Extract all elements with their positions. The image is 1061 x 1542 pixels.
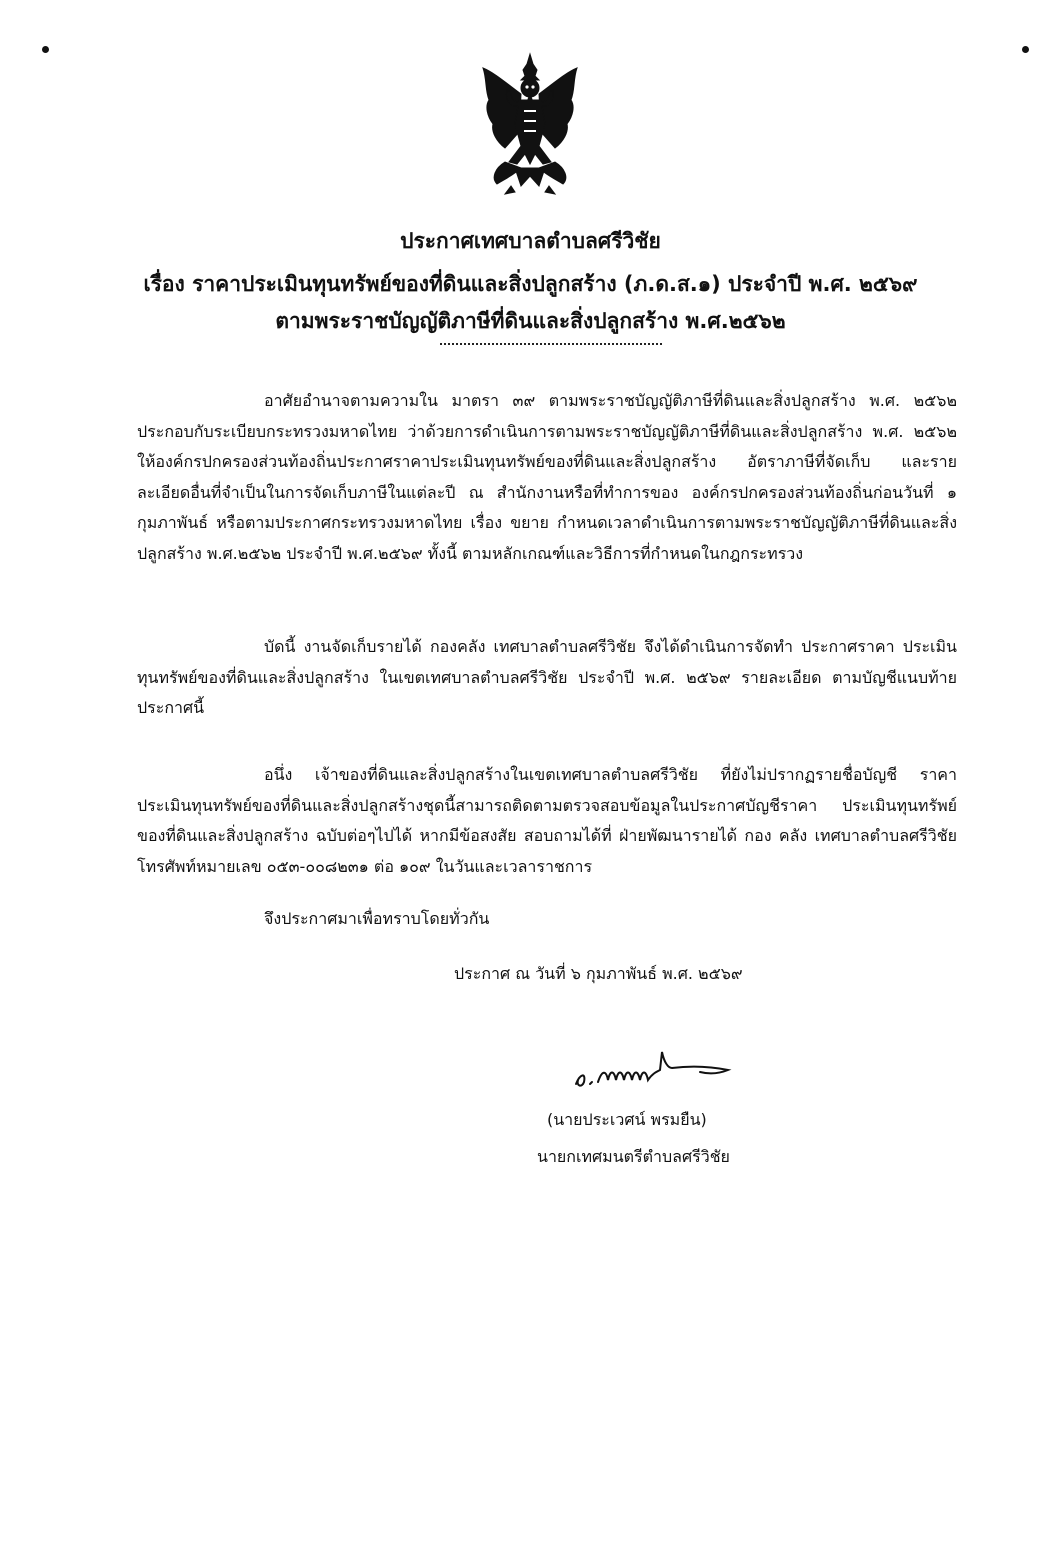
subject-line: เรื่อง ราคาประเมินทุนทรัพย์ของที่ดินและสิ่งปลูกสร้าง (ภ.ด.ส.๑) ประจำปี พ.ศ. ๒๕๖๙ (143, 272, 918, 296)
paragraph-announcement (137, 632, 957, 724)
closing-statement: จึงประกาศมาเพื่อทราบโดยทั่วกัน (264, 909, 490, 928)
subject-line-2: ตามพระราชบัญญัติภาษีที่ดินและสิ่งปลูกสร้าง พ.ศ.๒๕๖๒ (275, 309, 786, 333)
paragraph-3-text: อนึ่ง เจ้าของที่ดินและสิ่งปลูกสร้างในเขตเทศบาลตำบลศรีวิชัย ที่ยังไม่ปรากฏรายชื่อบัญชี ราคาประเมินทุนทรัพย์ของที่ดินและสิ่งปลูกสร้างชุดนี้สามารถติดตามตรวจสอบข้อมูลในประกาศบัญชีราคา ประเมินทุนทรัพย์ของที่ดินและสิ่งปลูกสร้าง ฉบับต่อๆไปได้ หากมีข้อสงสัย สอบถามได้ที่ ฝ่ายพัฒนารายได้ กอง คลัง เทศบาลตำบลศรีวิชัย โทรศัพท์หมายเลข ๐๕๓-๐๐๘๒๓๑ ต่อ ๑๐๙ ในวันและเวลาราชการ (137, 765, 957, 876)
signatory-name: (นายประเวศน์ พรมยืน) (547, 1110, 707, 1129)
paragraph-2-text: บัดนี้ งานจัดเก็บรายได้ กองคลัง เทศบาลตำบลศรีวิชัย จึงได้ดำเนินการจัดทำ ประกาศราคา ประเมินทุนทรัพย์ของที่ดินและสิ่งปลูกสร้าง ในเขตเทศบาลตำบลศรีวิชัย ประจำปี พ.ศ. ๒๕๖๙ รายละเอียด ตามบัญชีแนบท้ายประกาศนี้ (137, 637, 957, 717)
title-divider (440, 343, 662, 345)
punch-hole-right (1022, 46, 1029, 53)
document-title: ประกาศเทศบาลตำบลศรีวิชัย (400, 229, 661, 253)
garuda-emblem-icon (475, 50, 585, 196)
punch-hole-left (42, 46, 49, 53)
paragraph-1-text: อาศัยอำนาจตามความใน มาตรา ๓๙ ตามพระราชบัญญัติภาษีที่ดินและสิ่งปลูกสร้าง พ.ศ. ๒๕๖๒ ประกอบกับระเบียบกระทรวงมหาดไทย ว่าด้วยการดำเนินการตามพระราชบัญญัติภาษีที่ดินและสิ่งปลูกสร้าง พ.ศ. ๒๕๖๒ ให้องค์กรปกครองส่วนท้องถิ่นประกาศราคาประเมินทุนทรัพย์ของที่ดินและสิ่งปลูกสร้าง อัตราภาษีที่จัดเก็บ และรายละเอียดอื่นที่จำเป็นในการจัดเก็บภาษีในแต่ละปี ณ สำนักงานหรือที่ทำการของ องค์กรปกครองส่วนท้องถิ่นก่อนวันที่ ๑ กุมภาพันธ์ หรือตามประกาศกระทรวงมหาดไทย เรื่อง ขยาย กำหนดเวลาดำเนินการตามพระราชบัญญัติภาษีที่ดินและสิ่งปลูกสร้าง พ.ศ.๒๕๖๒ ประจำปี พ.ศ.๒๕๖๙ ทั้งนี้ ตามหลักเกณฑ์และวิธีการที่กำหนดในกฎกระทรวง (137, 391, 957, 563)
paragraph-authority (137, 386, 957, 569)
paragraph-contact (137, 760, 957, 882)
signature-icon (568, 1044, 738, 1094)
signatory-position: นายกเทศมนตรีตำบลศรีวิชัย (537, 1147, 730, 1166)
announcement-date: ประกาศ ณ วันที่ ๖ กุมภาพันธ์ พ.ศ. ๒๕๖๙ (454, 964, 743, 983)
